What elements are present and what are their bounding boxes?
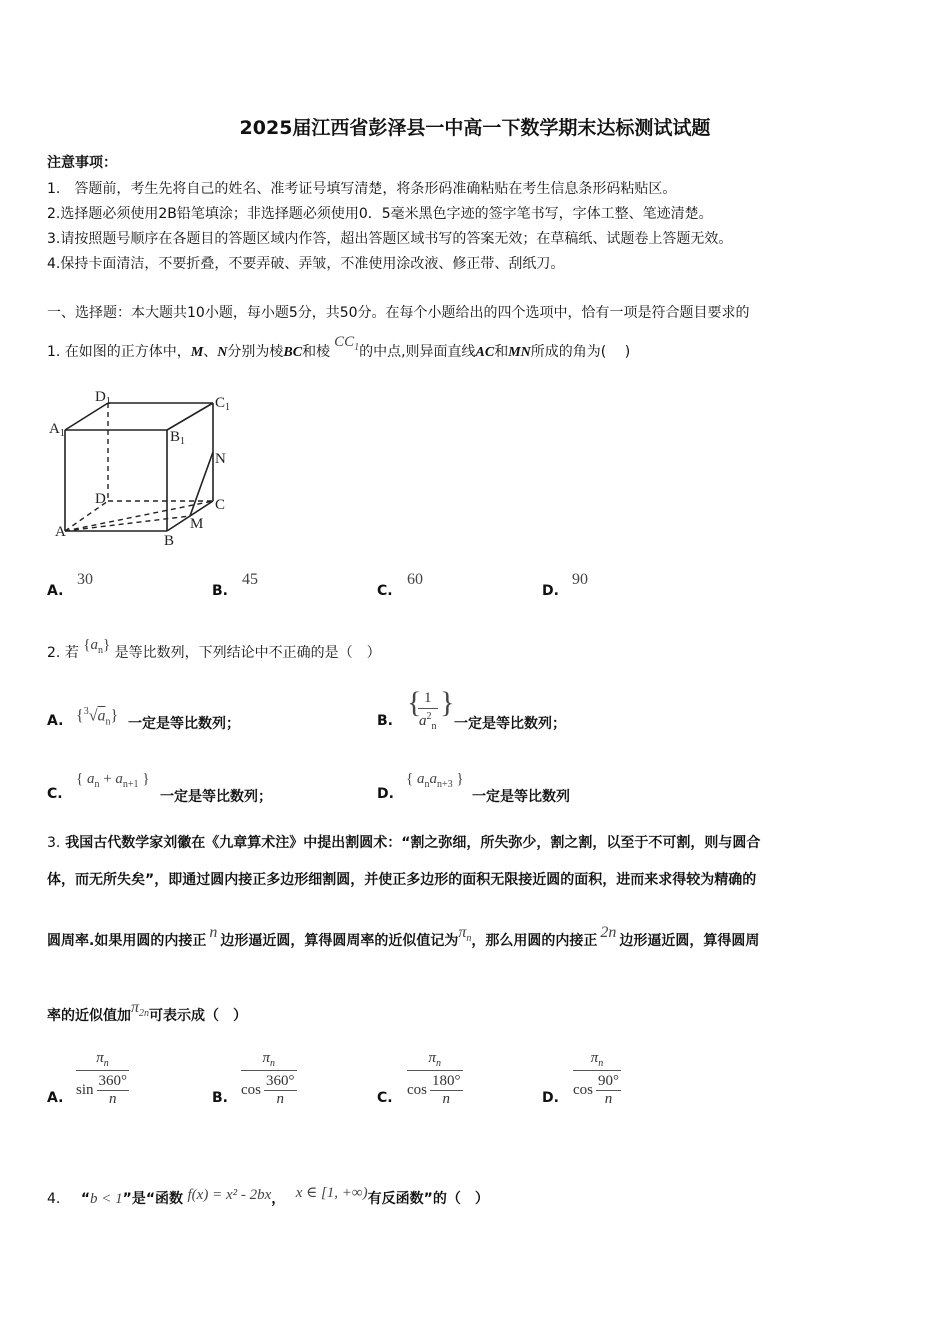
q1-math-ac: AC — [475, 345, 495, 360]
q1-option-d-value: 90 — [572, 571, 588, 588]
q2-option-c-expr: { $a_n + a_{n+1}$ } — [76, 771, 150, 790]
q2-option-a-label: A. — [47, 713, 64, 729]
q1-option-c-value: 60 — [407, 571, 423, 588]
q2-option-b-brace-right: } — [440, 686, 455, 719]
q1-option-b-label: B. — [212, 583, 228, 599]
q1-option-c-label: C. — [377, 583, 393, 599]
q2-option-b-brace-left: { — [407, 686, 422, 719]
q1-math-n: N — [217, 345, 228, 360]
q2-option-c-label: C. — [47, 786, 63, 802]
q3-line: 3. 我国古代数学家刘徽在《九章算术注》中提出割圆术：“割之弥细，所失弥少，割之割，以至于不可割，则与圆合 — [47, 835, 761, 851]
q2-option-a-text: 一定是等比数列； — [128, 716, 240, 732]
question-4: 4. “b < 1”是“函数 f(x) = x² - 2bx， x ∈ [1, +∞)有反函数”的（ ） — [47, 1185, 489, 1207]
q2-option-d-expr: { $a_na_{n+3}$ } — [406, 771, 464, 790]
label-a: A — [55, 524, 66, 540]
q2-option-b-text: 一定是等比数列； — [454, 716, 566, 732]
q2-option-d-label: D. — [377, 786, 394, 802]
q3-option-a-label: A. — [47, 1090, 64, 1106]
q1-option-a-value: 30 — [77, 571, 93, 588]
q1-text: 所成的角为( ) — [530, 344, 631, 360]
cube-figure — [45, 385, 245, 550]
q1-option-d-label: D. — [542, 583, 559, 599]
q3-line: 圆周率.如果用圆的内接正 n 边形逼近圆，算得圆周率的近似值记为$\pi_n$，那么用圆的内接正 2n 边形逼近圆，算得圆周 — [47, 924, 760, 949]
q3-option-d-fraction: $\pi_n$ cos 90° n — [573, 1050, 619, 1107]
label-n: N — [215, 451, 226, 467]
section-heading: 一、选择题：本大题共10小题，每小题5分，共50分。在每个小题给出的四个选项中，恰有一项是符合题目要求的 — [47, 305, 750, 321]
label-c: C — [215, 497, 226, 513]
q4-domain: x ∈ [1, +∞) — [295, 1185, 368, 1201]
label-d: D — [95, 491, 106, 507]
q2-option-b-fraction: $\frac{1}{a^2_n}$ — [419, 690, 437, 732]
q3-option-b-fraction: $\pi_n$ cos 360° n — [241, 1050, 295, 1107]
q4-text: 是“函数 — [131, 1191, 184, 1207]
label-d1: $D_1$ — [95, 389, 111, 407]
q3-option-c-label: C. — [377, 1090, 393, 1106]
q4-text: 有反函数”的（ ） — [367, 1191, 489, 1207]
q1-option-a-label: A. — [47, 583, 64, 599]
q3-line: 体，而无所失矣”，即通过圆内接正多边形细割圆，并使正多边形的面积无限接近圆的面积，进而来求得较为精确的 — [47, 872, 757, 888]
label-a1: $A_1$ — [49, 421, 65, 439]
label-b: B — [164, 533, 175, 549]
q3-option-a-fraction: $\pi_n$ sin 360° n — [76, 1050, 128, 1107]
q2-stem — [47, 637, 381, 664]
notice-item: 1. 答题前，考生先将自己的姓名、准考证号填写清楚，将条形码准确粘贴在考生信息条形码粘贴区。 — [47, 181, 677, 197]
q4-function: f(x) = x² - 2bx — [187, 1187, 272, 1203]
label-c1: $C_1$ — [215, 395, 231, 413]
q2-option-d-text: 一定是等比数列 — [472, 789, 570, 805]
q3-option-b-label: B. — [212, 1090, 228, 1106]
q1-option-b-value: 45 — [242, 571, 258, 588]
q3-line: 率的近似值加$\pi_{2n}$可表示成（ ） — [47, 999, 248, 1024]
q2-text: 是等比数列，下列结论中不正确的是（ ） — [114, 645, 381, 661]
label-b1: $B_1$ — [170, 429, 186, 447]
q4-number: 4. — [47, 1191, 61, 1207]
q2-number: 2. — [47, 645, 61, 661]
q2-text: 若 — [64, 645, 79, 661]
q1-text: 的中点,则异面直线 — [359, 344, 476, 360]
q1-text: 和棱 — [302, 344, 331, 360]
q1-math-m: M — [190, 345, 204, 360]
label-m: M — [190, 516, 204, 532]
q1-math-mn: MN — [508, 345, 531, 360]
q1-text: 分别为棱 — [227, 344, 284, 360]
notice-heading: 注意事项： — [47, 155, 117, 171]
q1-text: 和 — [494, 344, 509, 360]
q3-option-c-fraction: $\pi_n$ cos 180° n — [407, 1050, 461, 1107]
q4-condition: b < 1 — [90, 1191, 123, 1207]
q1-number: 1. — [47, 344, 61, 360]
notice-item: 3.请按照题号顺序在各题目的答题区域内作答，超出答题区域书写的答案无效；在草稿纸、试题卷上答题无效。 — [47, 231, 733, 247]
q1-math-cc1: $CC_1$ — [334, 334, 360, 353]
notice-item: 4.保持卡面清洁，不要折叠，不要弄破、弄皱，不准使用涂改液、修正带、刮纸刀。 — [47, 256, 565, 272]
q2-option-c-text: 一定是等比数列； — [160, 789, 272, 805]
q1-stem — [47, 334, 631, 363]
q1-text: 、 — [203, 344, 218, 360]
q2-option-a-expr: $\{^3√a_n\}$ — [76, 706, 119, 728]
q1-math-bc: BC — [283, 345, 303, 360]
notice-item: 2.选择题必须使用2B铅笔填涂；非选择题必须使用0．5毫米黑色字迹的签字笔书写，字体工整、笔迹清楚。 — [47, 206, 713, 222]
q2-option-b-label: B. — [377, 713, 393, 729]
q3-option-d-label: D. — [542, 1090, 559, 1106]
q2-seq: $\{a_n\}$ — [83, 637, 111, 656]
q1-text: 在如图的正方体中， — [64, 344, 191, 360]
page-title: 2025届江西省彭泽县一中高一下数学期末达标测试试题 — [239, 117, 711, 139]
